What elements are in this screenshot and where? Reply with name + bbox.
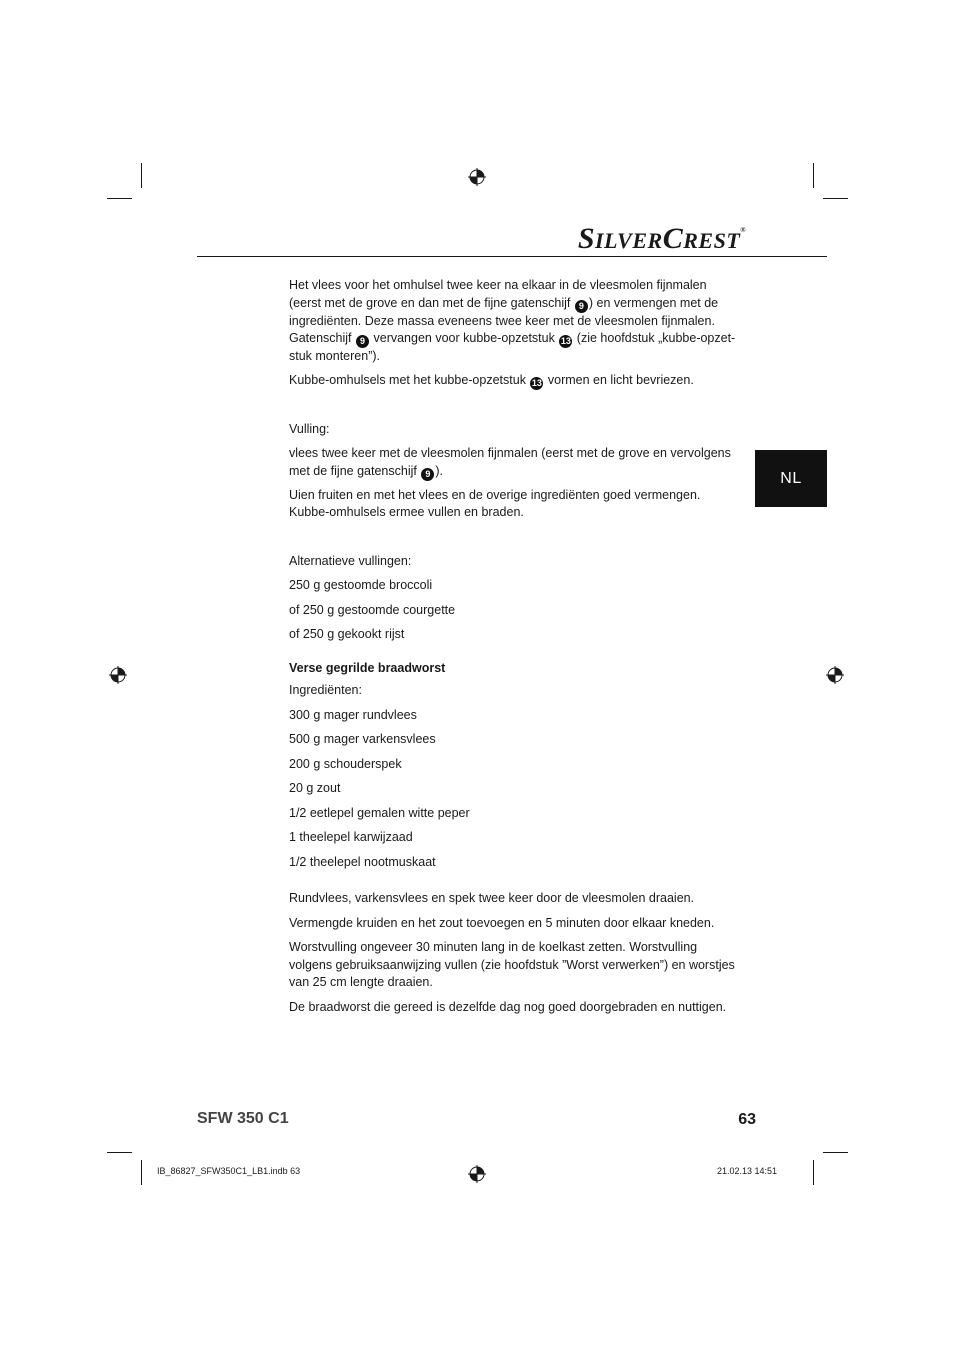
text: vlees twee keer met de vleesmolen fijnmalen (eerst met de grove en vervolgens met de fijne gatenschijf — [289, 446, 731, 478]
list-item: of 250 g gekookt rijst — [289, 627, 405, 641]
language-tab: NL — [755, 450, 827, 507]
list-item: 200 g schouderspek — [289, 756, 402, 771]
list-item: 1/2 theelepel nootmuskaat — [289, 854, 436, 869]
registration-mark-icon — [109, 666, 127, 684]
list-item: of 250 g gestoomde courgette — [289, 602, 456, 617]
part-number-badge: 13 — [531, 377, 542, 388]
crop-mark — [813, 1160, 814, 1185]
recipe-title: Verse gegrilde braadworst — [289, 660, 446, 675]
registered-mark: ® — [740, 226, 746, 234]
section-label: Ingrediënten: — [289, 683, 362, 697]
crop-mark — [823, 1152, 848, 1153]
list-item: 20 g zout — [289, 781, 341, 795]
list-item: 250 g gestoomde broccoli — [289, 578, 433, 592]
page-content — [289, 277, 739, 1016]
print-slug-file: IB_86827_SFW350C1_LB1.indb 63 — [157, 1166, 301, 1176]
brand-text: REST — [683, 228, 741, 253]
list-item: 1/2 eetlepel gemalen witte peper — [289, 805, 470, 820]
registration-mark-icon — [468, 1165, 486, 1183]
paragraph: Uien fruiten en met het vlees en de overige ingrediënten goed vermengen. Kubbe-omhulsels ermee vullen en braden. — [289, 487, 701, 519]
text: Kubbe-omhulsels met het kubbe-opzetstuk — [289, 372, 530, 387]
text: (zie hoofdstuk „kubbe-opzet-stuk monteren”). — [289, 331, 736, 363]
crop-mark — [141, 163, 142, 188]
list-item: 300 g mager rundvlees — [289, 707, 417, 722]
paragraph: Rundvlees, varkensvlees en spek twee keer door de vleesmolen draaien. — [289, 891, 695, 905]
registration-mark-icon — [826, 666, 844, 684]
crop-mark — [141, 1160, 142, 1185]
crop-mark — [107, 1152, 132, 1153]
list-item: 1 theelepel karwijzaad — [289, 830, 413, 844]
crop-mark — [823, 198, 848, 199]
section-label: Alternatieve vullingen: — [289, 553, 412, 568]
text: Het vlees voor het omhulsel twee keer na elkaar in de vleesmolen fijnmalen (eerst met de grove en dan met de fijne gatenschijf — [289, 278, 707, 310]
text: ). — [435, 463, 443, 478]
header-rule — [197, 256, 827, 257]
paragraph — [289, 445, 739, 481]
brand-letter: S — [577, 222, 595, 255]
paragraph: Worstvulling ongeveer 30 minuten lang in de koelkast zetten. Worstvulling volgens gebruiksaanwijzing vullen (zie hoofdstuk ”Worst verwerken”) en worstjes van 25 cm lengte draaien. — [289, 940, 735, 989]
part-number-badge: 9 — [421, 468, 434, 481]
list-item: 500 g mager varkensvlees — [289, 732, 436, 746]
paragraph: Vermengde kruiden en het zout toevoegen en 5 minuten door elkaar kneden. — [289, 915, 715, 930]
brand-text: ILVER — [595, 228, 663, 253]
text: vormen en licht bevriezen. — [544, 372, 694, 387]
part-number-badge: 13 — [560, 336, 571, 346]
print-slug-date: 21.02.13 14:51 — [716, 1166, 777, 1176]
crop-mark — [813, 163, 814, 188]
paragraph: De braadworst die gereed is dezelfde dag nog goed doorgebraden en nuttigen. — [289, 999, 727, 1014]
registration-mark-icon — [468, 168, 486, 186]
text: vervangen voor kubbe-opzetstuk — [370, 331, 559, 345]
part-number-badge: 9 — [575, 300, 588, 313]
page-number: 63 — [738, 1111, 756, 1128]
model-number: SFW 350 C1 — [197, 1110, 289, 1127]
crop-mark — [107, 198, 132, 199]
text: ) en vermengen met de ingrediënten. Deze massa eveneens twee keer met de vleesmolen fijnmalen. Gatenschijf — [289, 295, 719, 345]
section-label: Vulling: — [289, 421, 330, 436]
brand-letter: C — [662, 222, 684, 255]
part-number-badge: 9 — [356, 335, 369, 348]
paragraph — [289, 372, 739, 390]
brand-logo — [578, 222, 746, 256]
paragraph — [289, 277, 739, 366]
